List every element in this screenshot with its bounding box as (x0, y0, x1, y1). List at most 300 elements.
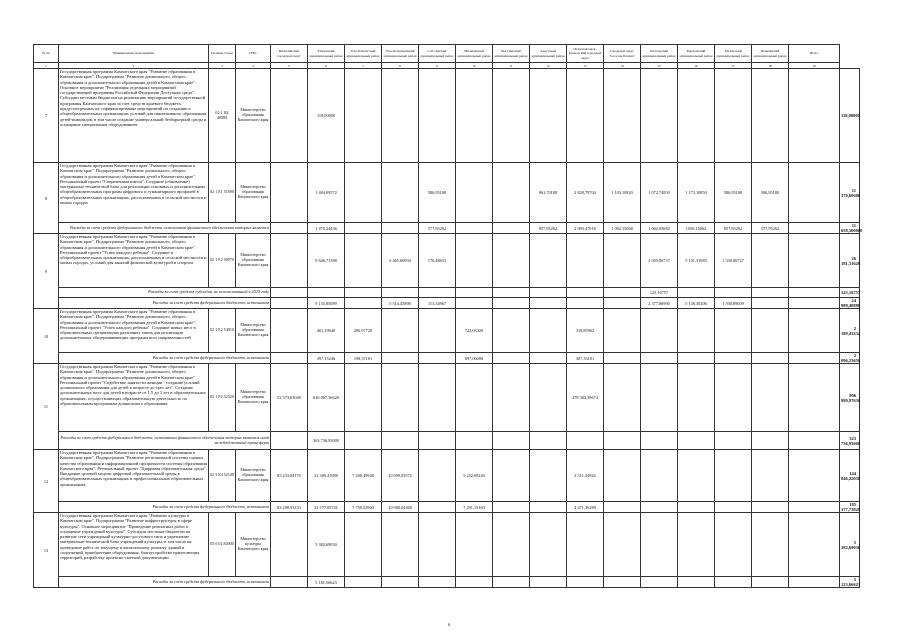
column-header: Олюторский муниципальный район (641, 45, 678, 63)
amount-cell: 7 208,49948 (345, 450, 382, 502)
column-header: ГРБС (236, 45, 271, 63)
column-header: № пп (34, 45, 59, 63)
amount-cell: 857,95262 (530, 223, 567, 234)
table-row (34, 234, 860, 288)
amount-cell (493, 502, 530, 513)
amount-cell (752, 298, 789, 309)
column-header: Карагинский муниципальный район (678, 45, 715, 63)
amount-cell (715, 353, 752, 364)
amount-cell (493, 298, 530, 309)
amount-cell: 307,33101 (567, 353, 604, 364)
column-header: Итого (789, 45, 840, 63)
amount-cell (345, 234, 382, 288)
amount-cell (382, 577, 419, 588)
column-header: Алеутский муниципальный район (530, 45, 567, 63)
total-cell: 125,16757 (840, 288, 860, 298)
activity-name: Государственная программа Камчатского края "Развитие образования в Камчатском крае". Подпрограмма "Развитие дошкольного, общего образования и дополнительного образования детей в Камчатском крае". Региональный проект "Современная школа". Создание (обновление) материально-технической базы для реализации основных и дополнительных общеобразовательных программ цифрового и гуманитарного профилей в общеобразовательных организациях, расположенных в сельской местности и малых городах (59, 163, 209, 223)
amount-cell (530, 69, 567, 163)
row-index: 8 (34, 163, 59, 234)
funding-source-note: Расходы за счет средств федерального бюджета, источником (59, 298, 271, 309)
amount-cell: 278 303,39674 (567, 364, 604, 432)
funding-source-note: Расходы за счет средств субсидии, не использованной в 2019 году (59, 288, 271, 298)
amount-cell (678, 309, 715, 353)
amount-cell (271, 234, 308, 288)
amount-cell: 1 173,10850 (678, 163, 715, 223)
amount-cell: 397,15246 (308, 353, 345, 364)
amount-cell (530, 353, 567, 364)
amount-cell (382, 432, 419, 450)
amount-cell (382, 309, 419, 353)
amount-cell: 586,95180 (752, 163, 789, 223)
budget-administrator: Министерство образования Камчатского края (236, 364, 271, 432)
total-cell: 2 096,23650 (841, 353, 861, 363)
amount-cell: 5 514,45898 (382, 298, 419, 309)
table-subrow (34, 223, 860, 234)
column-header: Городской округ "поселок Палана" (604, 45, 641, 63)
amount-cell (715, 364, 752, 432)
amount-cell (715, 450, 752, 502)
amount-cell (308, 288, 345, 298)
amount-cell (752, 450, 789, 502)
budget-administrator: Министерство образования Камчатского края (236, 69, 271, 163)
amount-cell (789, 309, 840, 353)
amount-cell (530, 298, 567, 309)
amount-cell: 961,70180 (530, 163, 567, 223)
amount-cell (530, 288, 567, 298)
amount-cell: 198,37101 (345, 353, 382, 364)
amount-cell: 118,00000 (308, 69, 345, 163)
amount-cell: 32 309,41988 (308, 450, 345, 502)
total-cell: 2 189,43332 (840, 309, 860, 353)
amount-cell (752, 513, 789, 577)
amount-cell (789, 353, 840, 364)
column-header: Быстринский муниципальный район (493, 45, 530, 63)
amount-cell (641, 364, 678, 432)
amount-cell (678, 513, 715, 577)
amount-cell (345, 577, 382, 588)
amount-cell (604, 450, 641, 502)
amount-cell: 401,19640 (308, 309, 345, 353)
amount-cell: 125,16757 (641, 288, 678, 298)
column-number: 6 (308, 63, 345, 69)
amount-cell (345, 432, 382, 450)
amount-cell: 363 736,93000 (308, 432, 345, 450)
amount-cell (493, 234, 530, 288)
amount-cell (678, 577, 715, 588)
budget-administrator: Министерство образования Камчатского края (236, 163, 271, 223)
amount-cell (641, 502, 678, 513)
amount-cell (456, 298, 493, 309)
activity-name: Государственная программа Камчатского края "Развитие образования в Камчатском крае". Подпрограмма "Развитие дошкольного, общего образования и дополнительного образования детей в Камчатском крае". Региональный проект "Успех каждого ребенка". Создание новых мест в образовательных организациях различных типов для реализации дополнительных общеразвивающих программ всех направленностей (59, 309, 209, 353)
amount-cell (271, 223, 308, 234)
column-number: 16 (678, 63, 715, 69)
amount-cell: 5 252,69240 (456, 450, 493, 502)
budget-table-sheet (33, 44, 863, 588)
total-cell: 323 736,93000 (840, 432, 860, 450)
amount-cell: 2 505,86737 (641, 234, 678, 288)
amount-cell (419, 450, 456, 502)
target-code: 05 6 02 82000 (209, 513, 236, 577)
amount-cell (641, 353, 678, 364)
amount-cell: 1 470,24436 (308, 223, 345, 234)
budget-administrator: Министерство образования Камчатского края (236, 234, 271, 288)
amount-cell (752, 353, 789, 364)
amount-cell (752, 577, 789, 588)
amount-cell: 697,06000 (456, 353, 493, 364)
amount-cell: 1 484,09572 (308, 163, 345, 223)
amount-cell: 9 135,85089 (308, 298, 345, 309)
table-row (34, 309, 860, 353)
table-subrow (34, 577, 860, 588)
amount-cell (345, 298, 382, 309)
amount-cell: 176,48652 (419, 234, 456, 288)
target-code: 02 1 E1 51690 (209, 163, 236, 223)
amount-cell: 1050,15662 (678, 223, 715, 234)
amount-cell: 6 465,60094 (382, 234, 419, 288)
amount-cell (604, 577, 641, 588)
amount-cell: 586,95180 (715, 163, 752, 223)
total-cell: 5 382,69030 (840, 513, 860, 577)
row-index: 9 (34, 234, 59, 309)
amount-cell (678, 502, 715, 513)
table-row (34, 364, 860, 432)
amount-cell (271, 513, 308, 577)
amount-cell (604, 234, 641, 288)
row-index: 11 (34, 364, 59, 450)
amount-cell (530, 309, 567, 353)
amount-cell: 722,03320 (456, 309, 493, 353)
amount-cell: 5 138,30206 (678, 298, 715, 309)
amount-cell (752, 502, 789, 513)
amount-cell (752, 234, 789, 288)
table-row (34, 163, 860, 223)
amount-cell (641, 69, 678, 163)
amount-cell (752, 364, 789, 432)
amount-cell (456, 69, 493, 163)
amount-cell (345, 513, 382, 577)
amount-cell: 52 573,03048 (271, 364, 308, 432)
table-subrow (34, 288, 860, 298)
total-cell: 906 980,97630 (840, 364, 860, 432)
funding-source-note: Расходы за счет средств федерального бюджета, источником (59, 577, 271, 588)
amount-cell (456, 432, 493, 450)
amount-cell (604, 432, 641, 450)
amount-cell: 83 298,93133 (271, 502, 308, 513)
table-subrow (34, 298, 860, 309)
column-number: 5 (271, 63, 308, 69)
amount-cell (419, 353, 456, 364)
amount-cell (382, 223, 419, 234)
amount-cell (419, 309, 456, 353)
amount-cell (752, 288, 789, 298)
amount-cell (456, 223, 493, 234)
amount-cell (604, 69, 641, 163)
amount-cell: 2 377,86990 (641, 298, 678, 309)
amount-cell (567, 432, 604, 450)
row-index: 7 (34, 69, 59, 163)
amount-cell (456, 163, 493, 223)
amount-cell: 2 828,79704 (567, 163, 604, 223)
amount-cell (493, 364, 530, 432)
column-header: Усть-Большерецкий муниципальный район (382, 45, 419, 63)
amount-cell (493, 223, 530, 234)
column-header: Целевая статья (209, 45, 236, 63)
column-header: Усть-Камчатский муниципальный район (345, 45, 382, 63)
amount-cell (789, 288, 840, 298)
amount-cell (493, 432, 530, 450)
amount-cell: 319,85962 (567, 309, 604, 353)
row-index: 13 (34, 513, 59, 588)
page-number: 6 (448, 622, 451, 627)
amount-cell (567, 69, 604, 163)
amount-cell (456, 577, 493, 588)
amount-cell (345, 163, 382, 223)
column-number: 9 (419, 63, 456, 69)
total-cell: 5 123,66623 (841, 577, 861, 587)
amount-cell: 577,95262 (419, 223, 456, 234)
amount-cell (678, 353, 715, 364)
amount-cell: 10 099,05572 (382, 450, 419, 502)
funding-source-note: Расходы за счет средств федерального бюджета, источником финансового обеспечения которых является иной межбюджетный трансферт (59, 432, 271, 450)
amount-cell (493, 69, 530, 163)
amount-cell (641, 432, 678, 450)
amount-cell (345, 69, 382, 163)
amount-cell: 7 750,52960 (345, 502, 382, 513)
amount-cell (419, 69, 456, 163)
amount-cell (715, 577, 752, 588)
amount-cell (567, 577, 604, 588)
amount-cell (271, 577, 308, 588)
amount-cell (604, 513, 641, 577)
amount-cell (345, 364, 382, 432)
total-cell: 11 658,500000 (841, 223, 863, 233)
amount-cell (641, 450, 678, 502)
amount-cell: 4 311,34924 (567, 450, 604, 502)
column-number: 7 (345, 63, 382, 69)
amount-cell (604, 364, 641, 432)
amount-cell: 9 646,71588 (308, 234, 345, 288)
amount-cell (271, 309, 308, 353)
amount-cell (382, 513, 419, 577)
amount-cell (345, 223, 382, 234)
funding-source-note: Расходы за счет средств федерального бюджета, источником (59, 502, 271, 513)
amount-cell (345, 288, 382, 298)
activity-name: Государственная программа Камчатского края "Развитие образования в Камчатском крае". Подпрограмма "Развитие дошкольного, общего образования и дополнительного образования детей в Камчатском крае". Региональный проект "Успех каждого ребенка". Создание в общеобразовательных организациях, расположенных в сельской местности и малых городах, условий для занятий физической культурой и спортом (59, 234, 209, 288)
amount-cell (789, 502, 840, 513)
amount-cell (789, 223, 840, 234)
amount-cell (271, 69, 308, 163)
amount-cell (678, 69, 715, 163)
amount-cell (382, 364, 419, 432)
total-cell: 185 377,73828 (841, 502, 861, 512)
amount-cell: 113,34967 (419, 298, 456, 309)
amount-cell (419, 364, 456, 432)
amount-cell (271, 432, 308, 450)
amount-cell (789, 234, 840, 288)
funding-source-note: Расходы за счет средств федерального бюджета, источником (59, 353, 271, 364)
row-index: 12 (34, 450, 59, 513)
budget-administrator: Министерство образования Камчатского края (236, 309, 271, 353)
amount-cell (419, 432, 456, 450)
target-code: 02 1 P2 52320 (209, 364, 236, 432)
total-cell: 24 988,48888 (841, 298, 861, 308)
amount-cell (456, 513, 493, 577)
amount-cell: 85 233,84170 (271, 450, 308, 502)
amount-cell (604, 502, 641, 513)
amount-cell (382, 288, 419, 298)
amount-cell: 206,97720 (345, 309, 382, 353)
amount-cell (715, 432, 752, 450)
column-number: 11 (493, 63, 530, 69)
column-number: 15 (641, 63, 678, 69)
amount-cell (419, 513, 456, 577)
amount-cell: 1 062,05682 (641, 223, 678, 234)
amount-cell (456, 288, 493, 298)
column-header: Пенжинский муниципальный район (752, 45, 789, 63)
column-number: 19 (789, 63, 840, 69)
column-number: 4 (236, 63, 271, 69)
row-index: 10 (34, 309, 59, 364)
budget-table (33, 44, 863, 588)
table-subrow (34, 353, 860, 364)
amount-cell (271, 163, 308, 223)
funding-source-note: Расходы за счет средств федерального бюджета, источником финансового обеспечения которых является (59, 223, 271, 234)
amount-cell (752, 69, 789, 163)
column-number: 3 (209, 63, 236, 69)
amount-cell (530, 234, 567, 288)
amount-cell (271, 298, 308, 309)
column-number: 2 (59, 63, 209, 69)
amount-cell (530, 502, 567, 513)
table-row (34, 450, 860, 502)
column-header: Соболевский муниципальный район (419, 45, 456, 63)
amount-cell (752, 432, 789, 450)
amount-cell (678, 432, 715, 450)
amount-cell (789, 450, 840, 502)
table-header-row (34, 45, 860, 63)
table-subrow (34, 502, 860, 513)
total-cell: 118,00000 (840, 69, 860, 163)
amount-cell: 1 072,74850 (641, 163, 678, 223)
amount-cell (493, 309, 530, 353)
amount-cell (567, 513, 604, 577)
activity-name: Государственная программа Камчатского края "Развитие образования в Камчатском крае". Подпрограмма "Развитие дошкольного, общего образования и дополнительного образования детей в Камчатском крае". Основное мероприятие "Реализация отдельных мероприятий государственной программы Российской Федерации Доступная среда". Субсидии местным бюджетам на реализацию мероприятий государственной программы Камчатского края за счет средств краевого бюджета, предусмотренных на софинансирование мероприятий по созданию в общеобразовательных организациях условий для инклюзивного образования детей-инвалидов, в том числе создание универсальной безбарьерной среды и оснащение специальным оборудованием (59, 69, 209, 163)
amount-cell: 31 577,83741 (308, 502, 345, 513)
amount-cell (382, 353, 419, 364)
amount-cell (789, 577, 840, 588)
amount-cell: 4 471,36280 (567, 502, 604, 513)
amount-cell (678, 364, 715, 432)
amount-cell (789, 163, 840, 223)
target-code: 02 1 E2 50970 (209, 234, 236, 288)
target-code: 02 1 E2 54910 (209, 309, 236, 353)
column-number: 14 (604, 63, 641, 69)
column-number: 13 (567, 63, 604, 69)
amount-cell (530, 364, 567, 432)
amount-cell (715, 309, 752, 353)
amount-cell (715, 288, 752, 298)
amount-cell (530, 577, 567, 588)
amount-cell (715, 69, 752, 163)
amount-cell (382, 69, 419, 163)
budget-administrator: Министерство культуры Камчатского края (236, 513, 271, 577)
amount-cell: 1 330,06727 (715, 234, 752, 288)
amount-cell (678, 288, 715, 298)
amount-cell: 1 092,15068 (604, 223, 641, 234)
amount-cell (530, 513, 567, 577)
amount-cell: 2 993,47018 (567, 223, 604, 234)
target-code: 02 1 Ц4 40080 (209, 69, 236, 163)
column-number: 18 (752, 63, 789, 69)
amount-cell: 7 291,15163 (456, 502, 493, 513)
column-header: Елизовский муниципальный район (308, 45, 345, 63)
amount-cell (604, 298, 641, 309)
total-cell: 144 846,22030 (840, 450, 860, 502)
total-cell: 11 370,60686 (840, 163, 860, 223)
amount-cell: 10 900,04368 (382, 502, 419, 513)
column-number: 1 (34, 63, 59, 69)
amount-cell (789, 513, 840, 577)
amount-cell (604, 353, 641, 364)
amount-cell (567, 298, 604, 309)
amount-cell (641, 513, 678, 577)
amount-cell (641, 309, 678, 353)
column-header: Вилючинский городской округ (271, 45, 308, 63)
amount-cell (493, 163, 530, 223)
amount-cell (456, 234, 493, 288)
budget-administrator: Министерство образования Камчатского края (236, 450, 271, 502)
column-number: 12 (530, 63, 567, 69)
amount-cell (271, 288, 308, 298)
amount-cell (493, 513, 530, 577)
amount-cell (530, 432, 567, 450)
amount-cell: 1 500,89009 (715, 298, 752, 309)
amount-cell (493, 353, 530, 364)
table-subrow (34, 432, 860, 450)
amount-cell (715, 502, 752, 513)
amount-cell: 586,95180 (419, 163, 456, 223)
activity-name: Государственная программа Камчатского края "Развитие культуры в Камчатском крае". Подпрограмма "Развитие инфраструктуры в сфере культуры". Основное мероприятие "Проведение ремонтных работ и оснащение учреждений культуры". Субсидии местным бюджетам на развитие сети учреждений культурно-досугового типа и укрепление материально-технической базы учреждений культуры, в том числе на проведение работ по текущему и капитальному ремонту зданий и сооружений, приобретение оборудования, благоустройство прилегающих территорий, разработку проектно-сметной документации (59, 513, 209, 577)
amount-cell (567, 288, 604, 298)
amount-cell (419, 577, 456, 588)
table-row (34, 513, 860, 577)
amount-cell (493, 450, 530, 502)
amount-cell (789, 69, 840, 163)
amount-cell (493, 577, 530, 588)
amount-cell: 1 103,10820 (604, 163, 641, 223)
amount-cell (715, 513, 752, 577)
amount-cell: 857,95262 (715, 223, 752, 234)
amount-cell: 577,95262 (752, 223, 789, 234)
column-header: Тигильский муниципальный район (715, 45, 752, 63)
amount-cell (641, 577, 678, 588)
amount-cell (789, 298, 840, 309)
amount-cell (789, 364, 840, 432)
amount-cell: 5 191,31983 (678, 234, 715, 288)
amount-cell (530, 450, 567, 502)
amount-cell (678, 450, 715, 502)
amount-cell (789, 432, 840, 450)
amount-cell (604, 309, 641, 353)
amount-cell (567, 234, 604, 288)
column-number: 8 (382, 63, 419, 69)
table-body (34, 69, 863, 588)
column-number: 17 (715, 63, 752, 69)
amount-cell (456, 364, 493, 432)
amount-cell (752, 309, 789, 353)
amount-cell (604, 288, 641, 298)
amount-cell: 5 382,69030 (308, 513, 345, 577)
